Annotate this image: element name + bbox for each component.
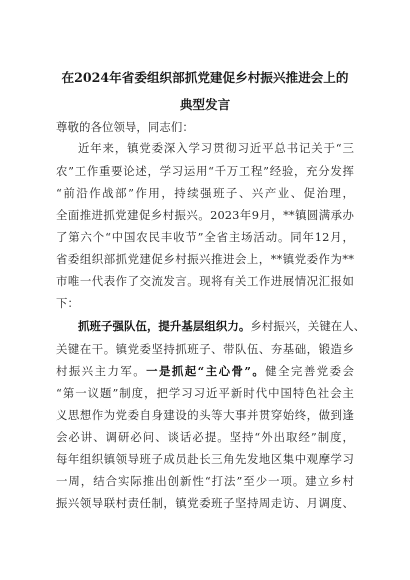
sub-heading-rest: 健全完善党委会 xyxy=(265,364,355,378)
paragraph-line xyxy=(78,318,366,334)
paragraph-text: 村振兴主力军。 xyxy=(56,364,147,378)
paragraph-line: 每年组织镇领导班子成员赴长三角先发地区集中观摩学习 xyxy=(56,452,354,466)
sub-heading: 一是抓起“主心骨”。 xyxy=(146,364,266,378)
paragraph-line: “前沿作战部”作用，持续强班子、兴产业、促治理， xyxy=(56,186,354,200)
section-heading: 抓班子强队伍，提升基层组织力。 xyxy=(78,319,251,333)
paragraph-line: 义思想作为党委自身建设的头等大事并贯穿始终，做到逢 xyxy=(56,408,354,422)
paragraph-line: 省委组织部抓党建促乡村振兴推进会上，**镇党委作为** xyxy=(56,252,354,266)
paragraph-line: 农”工作重要论述，学习运用“千万工程”经验，充分发挥 xyxy=(56,164,354,178)
paragraph-line: 近年来，镇党委深入学习贯彻习近平总书记关于“三 xyxy=(78,141,354,155)
paragraph-line: 振兴领导联村责任制，镇党委班子坚持周走访、月调度、 xyxy=(56,496,354,510)
paragraph-line: 市唯一代表作了交流发言。现将有关工作进展情况汇报如 xyxy=(56,274,354,288)
paragraph-line xyxy=(56,363,354,379)
paragraph-line: 一周，结合实际推出创新性“打法”至少一项。建立乡村 xyxy=(56,474,354,488)
paragraph-line: 关键在干。镇党委坚持抓班子、带队伍、夯基础，锻造乡 xyxy=(56,342,354,356)
salutation: 尊敬的各位领导，同志们： xyxy=(56,120,194,134)
section-heading-rest: 乡村振兴，关键在人、 xyxy=(250,319,366,333)
paragraph-line: 了第六个“中国农民丰收节”全省主场活动。同年12月， xyxy=(56,230,354,244)
paragraph-line: 下： xyxy=(56,296,79,310)
paragraph-line: 会必讲、调研必问、谈话必提。坚持“外出取经”制度， xyxy=(56,430,354,444)
document-title: 在2024年省委组织部抓党建促乡村振兴推进会上的典型发言 xyxy=(61,70,349,112)
paragraph-line: “第一议题”制度，把学习习近平新时代中国特色社会主 xyxy=(56,386,354,400)
paragraph-line: 全面推进抓党建促乡村振兴。2023年9月，**镇圆满承办 xyxy=(56,208,354,222)
